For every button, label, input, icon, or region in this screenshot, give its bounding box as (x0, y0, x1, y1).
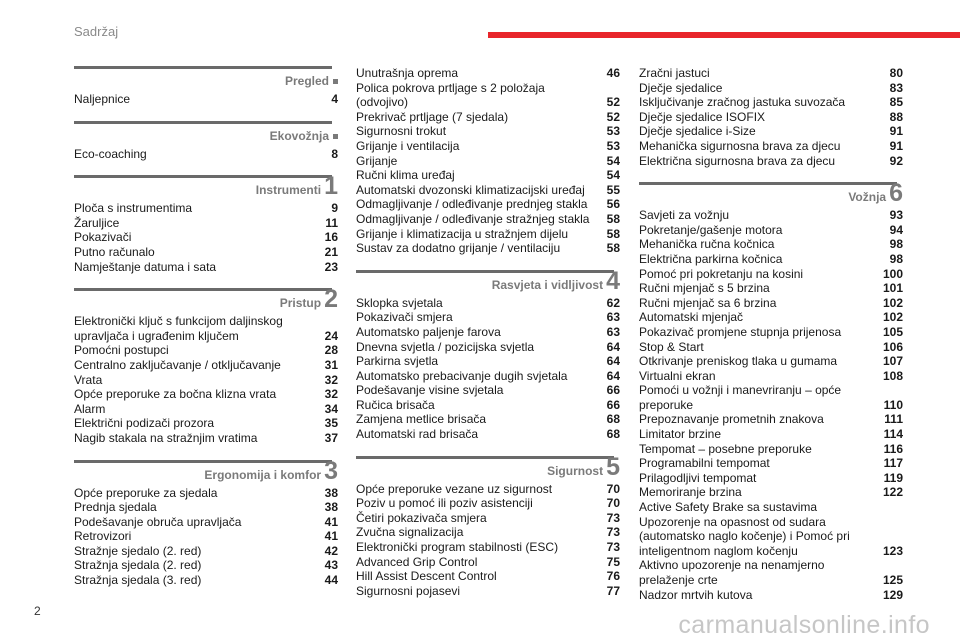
toc-entry-page: 101 (882, 281, 903, 296)
toc-entry-page: 116 (883, 441, 903, 456)
toc-section (356, 452, 620, 599)
toc-entry[interactable] (356, 241, 620, 256)
toc-entry-label: Opće preporuke vezane uz sigurnost (356, 481, 553, 496)
toc-entry-page: 68 (606, 427, 620, 442)
toc-entry-label: Stražnja sjedala (2. red) (74, 558, 202, 573)
toc-entry[interactable] (639, 252, 903, 267)
toc-entry-page: 53 (606, 138, 620, 153)
toc-entry[interactable] (74, 558, 338, 573)
toc-entry[interactable] (639, 110, 903, 125)
toc-column-1 (74, 66, 338, 602)
section-number: 2 (324, 285, 338, 314)
section-title-row (74, 456, 338, 485)
toc-entry-page: 64 (606, 354, 620, 369)
toc-section (74, 66, 338, 107)
toc-entry-label: Stražnje sjedalo (2. red) (74, 543, 202, 558)
toc-entry[interactable] (74, 92, 338, 107)
toc-entry-label: Prekrivač prtljage (7 sjedala) (356, 109, 509, 124)
toc-entry-label: Četiri pokazivača smjera (356, 510, 487, 525)
toc-entry-page: 63 (606, 324, 620, 339)
toc-entry-page: 21 (324, 244, 338, 259)
toc-entry-page: 44 (324, 573, 338, 588)
toc-entry-page: 37 (324, 430, 338, 445)
section-header (356, 266, 620, 295)
toc-entry-label: Žaruljice (74, 215, 120, 230)
toc-entry-label: Hill Assist Descent Control (356, 569, 497, 584)
toc-entry-page: 98 (889, 237, 903, 252)
section-square-icon (333, 134, 338, 139)
toc-entry-label: Zamjena metlice brisača (356, 412, 487, 427)
toc-entry-page: 70 (606, 481, 620, 496)
toc-entry-label: Ručni klima uređaj (356, 168, 455, 183)
toc-entry-page: 43 (324, 558, 338, 573)
toc-section (639, 179, 903, 602)
toc-entry-page: 98 (889, 251, 903, 266)
toc-entry-page: 34 (324, 401, 338, 416)
toc-entry[interactable] (356, 168, 620, 183)
toc-entry-label: Limitator brzine (639, 427, 722, 442)
toc-entry-label: Tempomat – posebne preporuke (639, 441, 812, 456)
toc-entry-label: Grijanje i klimatizacija u stražnjem dijelu (356, 226, 569, 241)
toc-entry-page: 23 (324, 259, 338, 274)
toc-entry-page: 105 (882, 324, 903, 339)
toc-entry-label: Pokazivač promjene stupnja prijenosa (639, 324, 842, 339)
toc-entry-page: 52 (606, 109, 620, 124)
toc-entry-page: 129 (882, 587, 903, 602)
section-header (74, 456, 338, 485)
toc-entry-label: Centralno zaključavanje / otključavanje (74, 357, 281, 372)
toc-entry[interactable] (356, 154, 620, 169)
toc-entry-page: 64 (606, 368, 620, 383)
toc-entry[interactable] (356, 383, 620, 398)
toc-entry[interactable] (356, 496, 620, 511)
toc-entry-label: Automatsko paljenje farova (356, 324, 501, 339)
toc-entry[interactable] (356, 227, 620, 242)
toc-entry-label: Električna sigurnosna brava za djecu (639, 153, 836, 168)
section-header (74, 121, 338, 143)
toc-entry-page: 117 (883, 456, 903, 471)
toc-entry[interactable] (74, 230, 338, 245)
toc-entry[interactable] (639, 66, 903, 81)
toc-entry-label: Programabilni tempomat (639, 456, 770, 471)
toc-entry-label: Grijanje i ventilacija (356, 138, 460, 153)
toc-entry-page: 94 (889, 222, 903, 237)
toc-entry-page: 35 (324, 416, 338, 431)
toc-entry-label: Virtualni ekran (639, 368, 716, 383)
toc-entry-page: 73 (606, 525, 620, 540)
toc-entry-page: 106 (882, 339, 903, 354)
toc-entry-page: 114 (883, 427, 903, 442)
toc-entry[interactable] (639, 81, 903, 96)
toc-entry[interactable] (74, 343, 338, 358)
toc-entry-page: 11 (325, 215, 338, 230)
toc-entry-label: Električni podizači prozora (74, 416, 215, 431)
toc-entry[interactable] (639, 588, 903, 603)
toc-entry[interactable] (356, 340, 620, 355)
toc-entry[interactable] (639, 456, 903, 471)
toc-entry-label: Sigurnosni trokut (356, 124, 447, 139)
toc-entry-label: Automatski dvozonski klimatizacijski uređaj (356, 182, 585, 197)
toc-entry-label: Zvučna signalizacija (356, 525, 464, 540)
toc-entry[interactable] (639, 500, 903, 558)
toc-entry[interactable] (356, 584, 620, 599)
toc-entry-page: 80 (889, 66, 903, 80)
section-title: Rasvjeta i vidljivost (491, 277, 604, 292)
toc-entry-page: 16 (324, 230, 338, 245)
toc-entry-page: 38 (324, 485, 338, 500)
toc-entry[interactable] (356, 369, 620, 384)
toc-entry[interactable] (356, 427, 620, 442)
toc-entry-page: 56 (606, 197, 620, 212)
toc-section (74, 121, 338, 162)
toc-entry[interactable] (74, 387, 338, 402)
toc-entry[interactable] (639, 310, 903, 325)
toc-entry-label: Parkirna svjetla (356, 354, 439, 369)
toc-entry[interactable] (639, 223, 903, 238)
toc-entry[interactable] (356, 197, 620, 212)
toc-entry-page: 123 (882, 543, 903, 558)
section-title-row (74, 69, 338, 88)
toc-entry-page: 68 (606, 412, 620, 427)
toc-entry-page: 24 (324, 328, 338, 343)
section-title: Ergonomija i komfor (204, 467, 322, 482)
toc-entry[interactable] (639, 95, 903, 110)
toc-entry-label: Retrovizori (74, 529, 132, 544)
toc-entry[interactable] (639, 412, 903, 427)
section-number: 6 (889, 179, 903, 208)
toc-entry-label: Vrata (74, 372, 103, 387)
toc-entry-label: Dječje sjedalice (639, 80, 723, 95)
toc-entry[interactable] (74, 416, 338, 431)
toc-entry[interactable] (356, 325, 620, 340)
toc-entry[interactable] (639, 340, 903, 355)
toc-entry-page: 32 (324, 372, 338, 387)
toc-entry[interactable] (639, 369, 903, 384)
toc-entry[interactable] (356, 66, 620, 81)
toc-entry[interactable] (639, 427, 903, 442)
toc-entry[interactable] (356, 139, 620, 154)
toc-entry[interactable] (74, 402, 338, 417)
toc-entry-label: Ploča s instrumentima (74, 201, 193, 216)
toc-entry[interactable] (356, 540, 620, 555)
toc-entry-page: 76 (606, 569, 620, 584)
toc-entry-label: Prilagodljivi tempomat (639, 470, 757, 485)
toc-entry-label: Odmagljivanje / odleđivanje stražnjeg stakla (356, 211, 590, 226)
toc-entry-label: Mehanička ručna kočnica (639, 237, 775, 252)
toc-entry[interactable] (74, 544, 338, 559)
section-header (356, 452, 620, 481)
toc-entry-page: 58 (606, 211, 620, 226)
toc-section (74, 285, 338, 445)
section-title-row (74, 285, 338, 314)
toc-section (639, 66, 903, 168)
toc-entry[interactable] (639, 154, 903, 169)
toc-entry[interactable] (74, 529, 338, 544)
toc-entry[interactable] (639, 325, 903, 340)
toc-entry[interactable] (639, 124, 903, 139)
section-title: Ekovožnja (269, 128, 329, 143)
toc-entry[interactable] (74, 515, 338, 530)
section-number: 5 (606, 452, 620, 481)
section-number: 3 (324, 456, 338, 485)
toc-entry[interactable] (356, 310, 620, 325)
toc-entry-label: Sigurnosni pojasevi (356, 583, 461, 598)
toc-entry[interactable] (356, 296, 620, 311)
toc-entry[interactable] (356, 124, 620, 139)
toc-entry-label: Nadzor mrtvih kutova (639, 587, 753, 602)
toc-entry-label: Zračni jastuci (639, 66, 710, 80)
toc-entry-page: 102 (882, 295, 903, 310)
toc-section (74, 456, 338, 588)
toc-entry-page: 38 (324, 500, 338, 515)
toc-section (74, 172, 338, 274)
toc-entry-page: 64 (606, 339, 620, 354)
toc-entry-page: 66 (606, 383, 620, 398)
toc-entry-label: Ručni mjenjač s 5 brzina (639, 281, 770, 296)
toc-entry[interactable] (356, 525, 620, 540)
toc-entry[interactable] (74, 314, 338, 343)
toc-entry-label: Isključivanje zračnog jastuka suvozača (639, 95, 846, 110)
toc-entry-page: 91 (889, 124, 903, 139)
toc-entry-label: Pokazivači smjera (356, 310, 453, 325)
toc-entry[interactable] (639, 558, 903, 587)
toc-entry-label: Podešavanje obruča upravljača (74, 514, 242, 529)
toc-entry-label: Pomoći u vožnji i manevriranju – opće preporuke (639, 383, 842, 412)
toc-entry-page: 91 (889, 138, 903, 153)
toc-entry-page: 63 (606, 310, 620, 325)
toc-entry-page: 66 (606, 397, 620, 412)
toc-entry-label: Prednja sjedala (74, 500, 157, 515)
toc-entry[interactable] (74, 431, 338, 446)
toc-entry-label: Pokretanje/gašenje motora (639, 222, 783, 237)
toc-entry-page: 107 (882, 354, 903, 369)
section-title-row (356, 266, 620, 295)
toc-entry-page: 125 (882, 573, 903, 587)
toc-entry-page: 32 (324, 387, 338, 402)
toc-entry-label: Dječje sjedalice i-Size (639, 124, 756, 139)
section-title: Sigurnost (547, 463, 604, 478)
toc-entry-page: 31 (324, 357, 338, 372)
toc-entry-label: Ručni mjenjač sa 6 brzina (639, 295, 777, 310)
toc-entry[interactable] (356, 183, 620, 198)
page-header-title: Sadržaj (74, 24, 119, 39)
toc-entry-page: 73 (606, 540, 620, 555)
toc-entry-label: Stražnja sjedala (3. red) (74, 573, 202, 588)
toc-entry[interactable] (639, 471, 903, 486)
section-title-row (356, 452, 620, 481)
toc-entry-label: Odmagljivanje / odleđivanje prednjeg stakla (356, 197, 588, 212)
section-title-row (74, 172, 338, 201)
toc-entry-page: 122 (882, 485, 903, 500)
toc-entry-page: 102 (882, 310, 903, 325)
toc-entry-page: 88 (889, 109, 903, 124)
section-square-icon (333, 79, 338, 84)
toc-entry[interactable] (639, 442, 903, 457)
toc-entry[interactable] (74, 260, 338, 275)
toc-entry-page: 58 (606, 226, 620, 241)
toc-entry-page: 54 (606, 153, 620, 168)
toc-entry[interactable] (356, 511, 620, 526)
toc-entry-label: Memoriranje brzina (639, 485, 742, 500)
toc-entry-label: Ručica brisača (356, 397, 435, 412)
toc-entry-label: Pomoćni postupci (74, 343, 169, 358)
toc-entry-label: Elektronički ključ s funkcijom daljinskog upravljača i ugrađenim ključem (74, 314, 283, 343)
toc-section (356, 66, 620, 256)
toc-entry-label: Savjeti za vožnju (639, 208, 730, 223)
toc-entry[interactable] (639, 208, 903, 223)
toc-entry-label: Električna parkirna kočnica (639, 251, 783, 266)
toc-entry[interactable] (74, 373, 338, 388)
toc-entry[interactable] (639, 139, 903, 154)
section-title: Vožnja (848, 190, 887, 205)
section-title-row (639, 179, 903, 208)
section-number: 1 (324, 172, 338, 201)
toc-entry-page: 85 (889, 95, 903, 110)
toc-entry-page: 92 (889, 153, 903, 168)
toc-entry-page: 73 (606, 510, 620, 525)
toc-column-3 (639, 66, 903, 616)
toc-entry-label: Putno računalo (74, 244, 155, 259)
toc-entry-page: 93 (889, 208, 903, 223)
toc-entry-label: Podešavanje visine svjetala (356, 383, 504, 398)
toc-entry[interactable] (639, 383, 903, 412)
section-title: Instrumenti (255, 183, 322, 198)
toc-entry-page: 8 (331, 146, 338, 161)
toc-entry[interactable] (356, 482, 620, 497)
toc-entry-label: Elektronički program stabilnosti (ESC) (356, 540, 559, 555)
watermark: carmanualsonline.info (678, 611, 930, 639)
toc-entry-label: Eco-coaching (74, 146, 147, 161)
toc-entry-label: Opće preporuke za sjedala (74, 485, 218, 500)
toc-entry[interactable] (356, 569, 620, 584)
toc-entry-label: Mehanička sigurnosna brava za djecu (639, 138, 841, 153)
toc-entry[interactable] (639, 281, 903, 296)
toc-entry-page: 110 (883, 397, 903, 412)
toc-entry-label: Automatski mjenjač (639, 310, 744, 325)
toc-entry-page: 111 (884, 412, 903, 427)
toc-entry-label: Prepoznavanje prometnih znakova (639, 412, 824, 427)
toc-entry-page: 28 (324, 343, 338, 358)
toc-entry[interactable] (356, 212, 620, 227)
toc-entry[interactable] (356, 81, 620, 110)
toc-entry-label: Grijanje (356, 153, 398, 168)
toc-entry-page: 54 (606, 168, 620, 183)
toc-entry-label: Automatsko prebacivanje dugih svjetala (356, 368, 568, 383)
toc-entry[interactable] (74, 147, 338, 162)
toc-entry-page: 62 (606, 295, 620, 310)
toc-entry[interactable] (639, 237, 903, 252)
toc-entry-label: Nagib stakala na stražnjim vratima (74, 430, 258, 445)
page-number: 2 (34, 604, 41, 618)
toc-entry-label: Advanced Grip Control (356, 554, 478, 569)
toc-entry-page: 100 (882, 266, 903, 281)
toc-entry[interactable] (639, 267, 903, 282)
toc-column-2 (356, 66, 620, 612)
toc-entry-label: Alarm (74, 401, 106, 416)
toc-entry[interactable] (74, 500, 338, 515)
toc-entry-label: Otkrivanje preniskog tlaka u gumama (639, 354, 838, 369)
toc-entry[interactable] (74, 216, 338, 231)
toc-entry[interactable] (356, 412, 620, 427)
toc-entry-label: Unutrašnja oprema (356, 66, 459, 80)
toc-entry-page: 52 (606, 95, 620, 110)
toc-entry-page: 53 (606, 124, 620, 139)
toc-entry[interactable] (74, 245, 338, 260)
toc-section (356, 266, 620, 442)
toc-entry-label: Automatski rad brisača (356, 427, 479, 442)
section-title-row (74, 124, 338, 143)
section-header (74, 66, 338, 88)
toc-entry-label: Sustav za dodatno grijanje / ventilaciju (356, 241, 561, 256)
toc-entry[interactable] (639, 485, 903, 500)
toc-entry-label: Aktivno upozorenje na nenamjerno prelaženje crte (639, 558, 825, 587)
toc-entry[interactable] (74, 358, 338, 373)
toc-entry-page: 75 (606, 554, 620, 569)
toc-entry-page: 83 (889, 80, 903, 95)
toc-entry[interactable] (356, 398, 620, 413)
toc-entry-page: 46 (606, 66, 620, 80)
toc-entry-label: Namještanje datuma i sata (74, 259, 217, 274)
toc-entry-label: Sklopka svjetala (356, 295, 443, 310)
toc-entry-page: 41 (324, 529, 338, 544)
toc-entry-label: Poziv u pomoć ili poziv asistenciji (356, 496, 533, 511)
toc-entry-label: Dnevna svjetla / pozicijska svjetla (356, 339, 535, 354)
toc-entry[interactable] (639, 354, 903, 369)
toc-entry-page: 42 (324, 543, 338, 558)
toc-entry-page: 41 (324, 514, 338, 529)
toc-entry-page: 70 (606, 496, 620, 511)
toc-entry-label: Polica pokrova prtljage s 2 položaja (odvojivo) (356, 80, 545, 110)
toc-entry[interactable] (356, 555, 620, 570)
toc-entry-label: Opće preporuke za bočna klizna vrata (74, 387, 277, 402)
toc-entry-label: Pomoć pri pokretanju na kosini (639, 266, 804, 281)
toc-entry-page: 77 (606, 583, 620, 598)
toc-entry-label: Pokazivači (74, 230, 132, 245)
section-title: Pristup (279, 296, 322, 311)
toc-entry-page: 9 (331, 201, 338, 216)
header-accent-bar (488, 32, 960, 38)
toc-entry[interactable] (356, 110, 620, 125)
section-header (74, 172, 338, 201)
toc-entry-page: 119 (883, 470, 903, 485)
section-number: 4 (606, 266, 620, 295)
toc-entry[interactable] (74, 486, 338, 501)
toc-entry[interactable] (74, 201, 338, 216)
toc-entry-page: 108 (882, 368, 903, 383)
toc-entry[interactable] (356, 354, 620, 369)
section-header (74, 285, 338, 314)
section-title: Pregled (284, 74, 329, 88)
toc-entry[interactable] (74, 573, 338, 588)
toc-entry-label: Active Safety Brake sa sustavima Upozorenje na opasnost od sudara (automatsko naglo kočenje) i Pomoć pri inteligentnom naglom kočenju (639, 500, 850, 558)
toc-entry-label: Dječje sjedalice ISOFIX (639, 109, 766, 124)
toc-entry[interactable] (639, 296, 903, 311)
section-header (639, 179, 903, 208)
toc-entry-page: 58 (606, 241, 620, 256)
toc-entry-page: 4 (331, 92, 338, 106)
toc-entry-label: Stop & Start (639, 339, 704, 354)
toc-entry-label: Naljepnice (74, 92, 131, 106)
toc-entry-page: 55 (606, 182, 620, 197)
